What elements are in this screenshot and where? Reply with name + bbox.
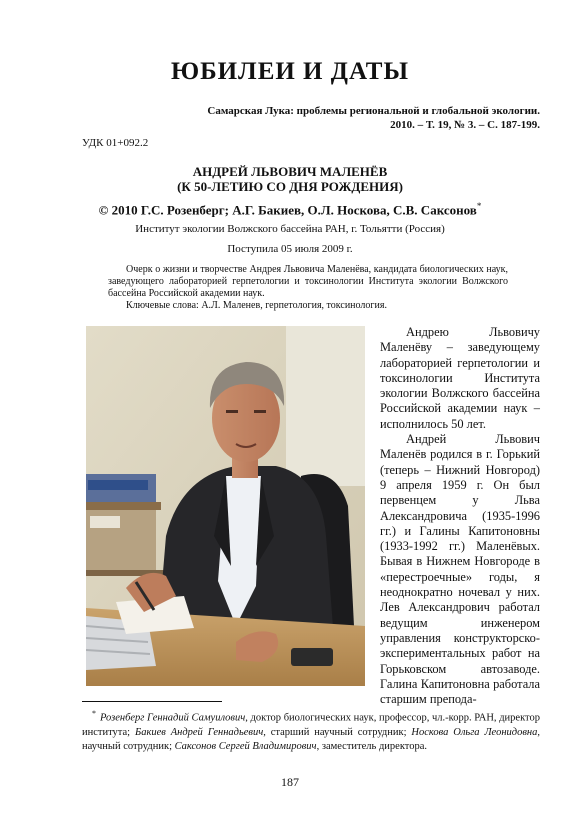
article-title	[0, 164, 580, 194]
body-paragraph-1: Андрею Львовичу Маленёву – заведующему лабораторией герпетологии и токсинологии Института экологии Волжского бассейна Российской академии наук – исполнилось 50 лет.	[380, 325, 540, 431]
udk-code: УДК 01+092.2	[82, 137, 149, 149]
footnote-author-1: Розенберг Геннадий Самуилович	[100, 712, 246, 724]
keywords: Ключевые слова: А.Л. Маленев, герпетология, токсинология.	[126, 300, 387, 311]
footnote-text-1: , доктор биологических наук, профессор, чл.-корр. РАН, директор института;	[82, 712, 540, 738]
footnote-author-3: Носкова Ольга Леонидовна	[411, 726, 538, 738]
footnote-author-2: Бакиев Андрей Геннадьевич	[135, 726, 264, 738]
footnote-text-4: , заместитель директора.	[316, 740, 428, 752]
article-title-line2: (К 50-ЛЕТИЮ СО ДНЯ РОЖДЕНИЯ)	[177, 179, 403, 194]
authors-text: © 2010 Г.С. Розенберг; А.Г. Бакиев, О.Л. Носкова, С.В. Саксонов	[98, 202, 477, 218]
section-title: ЮБИЛЕИ И ДАТЫ	[170, 58, 410, 85]
body-text-column	[380, 325, 540, 707]
article-title-line1: АНДРЕЙ ЛЬВОВИЧ МАЛЕНЁВ	[192, 164, 388, 179]
footnote-mark: *	[92, 709, 96, 718]
authors-footnote-mark: *	[476, 201, 482, 211]
footnote-text-3: , научный сотрудник;	[82, 726, 540, 752]
footnote-text-2: , старший научный сотрудник;	[263, 726, 412, 738]
journal-reference-line2: 2010. – Т. 19, № 3. – С. 187-199.	[390, 119, 540, 131]
author-footnote	[82, 707, 540, 754]
received-date: Поступила 05 июля 2009 г.	[227, 243, 353, 255]
portrait-photo	[86, 326, 365, 686]
journal-reference	[207, 104, 540, 132]
journal-reference-line1: Самарская Лука: проблемы региональной и глобальной экологии.	[207, 105, 540, 117]
footnote-divider	[82, 701, 222, 702]
authors-line	[0, 201, 580, 218]
abstract: Очерк о жизни и творчестве Андрея Львовича Маленёва, кандидата биологических наук, заведующего лабораторией герпетологии и токсинологии Института экологии Волжского бассейна Российской академии наук.	[108, 264, 508, 299]
body-paragraph-2: Андрей Львович Маленёв родился в г. Горький (теперь – Нижний Новгород) 9 апреля 1959 г. Он был первенцем у Льва Александровича (1935-1996 гг.) и Галины Капитоновны (1933-1992 гг.) Маленёвых. Бывая в Нижнем Новгороде в «перестроечные» годы, я неоднократно ночевал у них. Лев Александрович работал ведущим инженером управления конструкторско-экспериментальных работ на Горьковском автозаводе. Галина Капитоновна работала старшим препода-	[380, 432, 540, 707]
portrait-photo-image	[86, 326, 365, 686]
footnote-author-4: Саксонов Сергей Владимирович	[174, 740, 317, 752]
page-number: 187	[281, 775, 299, 789]
institute-affiliation: Институт экологии Волжского бассейна РАН, г. Тольятти (Россия)	[135, 223, 445, 235]
